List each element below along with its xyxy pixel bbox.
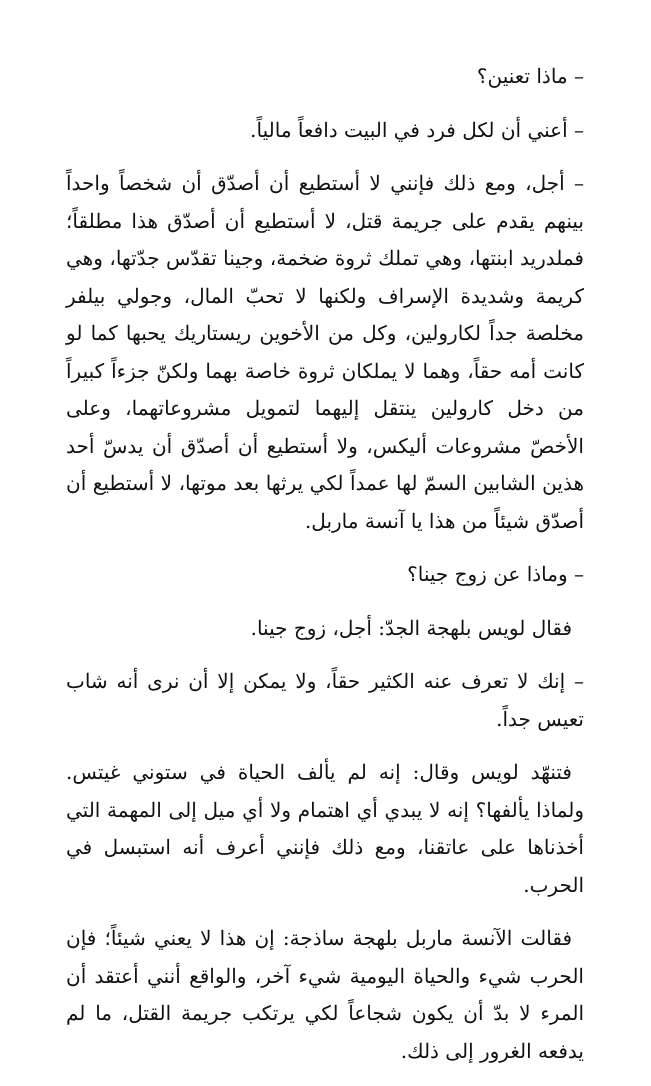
- book-page: [66, 58, 584, 1086]
- paragraph-narration-3: فقالت الآنسة ماربل بلهجة ساذجة: إن هذا لا يعني شيئاً؛ فإن الحرب شيء والحياة اليومية شيء آخر، والواقع أنني أعتقد أن المرء لا بدّ أن يكون شجاعاً لكي يرتكب جريمة القتل، ما لم يدفعه الغرور إلى ذلك.: [66, 926, 584, 1063]
- paragraph-dialogue-1: – ماذا تعنين؟: [476, 64, 584, 88]
- paragraph-narration-1: فقال لويس بلهجة الجدّ: أجل، زوج جينا.: [250, 615, 572, 640]
- paragraph-narration-2: فتنهّد لويس وقال: إنه لم يألف الحياة في ستوني غيتس. ولماذا يألفها؟ إنه لا يبدي أي اهتمام ولا أي ميل إلى المهمة التي أخذناها على عاتقنا، ومع ذلك فإنني أعرف أنه استبسل في الحرب.: [66, 760, 584, 897]
- paragraph-dialogue-4: – وماذا عن زوج جينا؟: [407, 562, 584, 586]
- paragraph-dialogue-3: – أجل، ومع ذلك فإنني لا أستطيع أن أصدّق أن شخصاً واحداً بينهم يقدم على جريمة قتل، لا أستطيع أن أصدّق هذا مطلقاً؛ فملدريد ابنتها، وهي تملك ثروة ضخمة، وجينا تقدّس جدّتها، وهي كريمة وشديدة الإسراف ولكنها لا تحبّ المال، وجولي بيلفر مخلصة جداً لكارولين، وكل من الأخوين ريستاريك يحبها كما لو كانت أمه حقاً، وهما لا يملكان ثروة خاصة بهما ولكنّ جزءاً كبيراً من دخل كارولين ينتقل إليهما لتمويل مشروعاتهما، وعلى الأخصّ مشروعات أليكس، ولا أستطيع أن أصدّق أن يدسّ أحد هذين الشابين السمّ لها عمداً لكي يرثها بعد موتها، لا أستطيع أن أصدّق شيئاً من هذا يا آنسة ماربل.: [66, 171, 584, 533]
- paragraph-dialogue-2: – أعني أن لكل فرد في البيت دافعاً مالياً.: [250, 117, 584, 142]
- paragraph-dialogue-5: – إنك لا تعرف عنه الكثير حقاً، ولا يمكن إلا أن نرى أنه شاب تعيس جداً.: [66, 669, 584, 731]
